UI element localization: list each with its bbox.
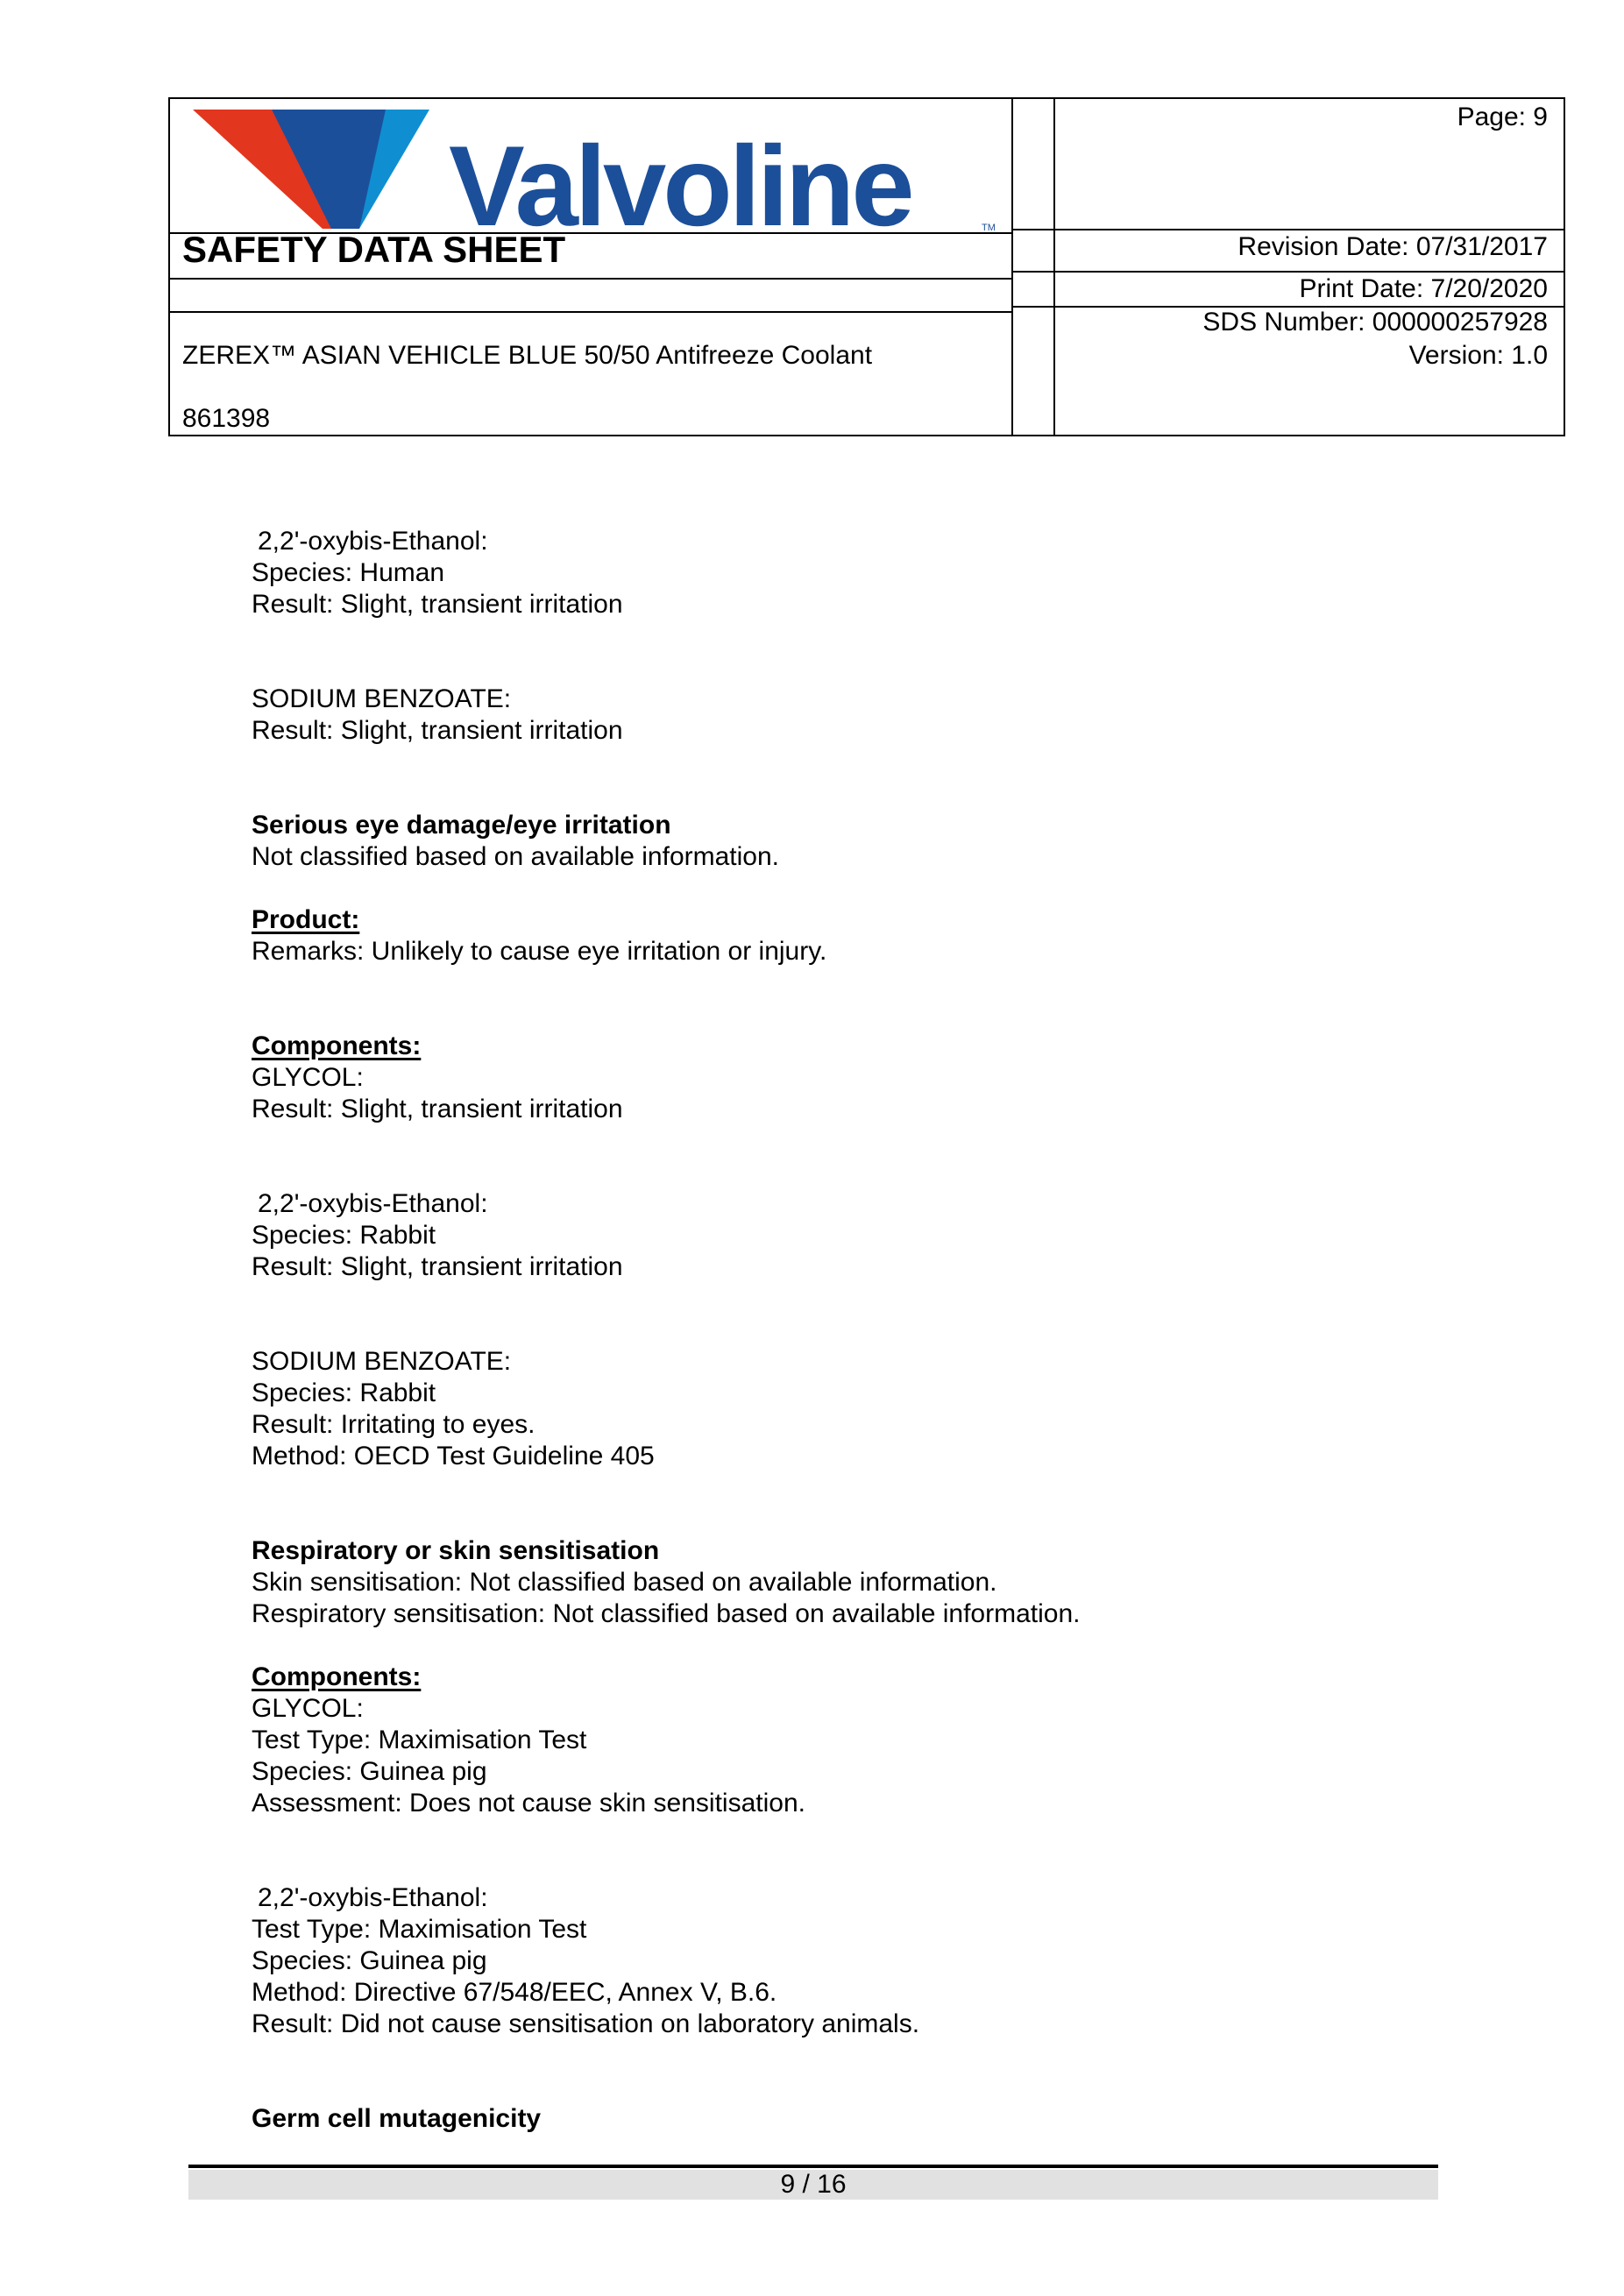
- component-name: 2,2'-oxybis-Ethanol:: [258, 527, 488, 556]
- species-line: Species: Guinea pig: [252, 1757, 487, 1786]
- classification-text: Not classified based on available information.: [252, 842, 780, 871]
- header-rule: [1011, 271, 1053, 273]
- component-name: SODIUM BENZOATE:: [252, 684, 512, 713]
- revision-date: Revision Date: 07/31/2017: [1238, 232, 1548, 261]
- test-type-line: Test Type: Maximisation Test: [252, 1726, 587, 1754]
- header-divider: [1053, 99, 1055, 435]
- product-name: ZEREX™ ASIAN VEHICLE BLUE 50/50 Antifreeze Coolant: [182, 341, 873, 370]
- product-label: Product:: [252, 905, 360, 934]
- method-line: Method: OECD Test Guideline 405: [252, 1442, 655, 1470]
- species-line: Species: Rabbit: [252, 1378, 436, 1407]
- page-number: Page: 9: [1457, 103, 1548, 131]
- species-line: Species: Rabbit: [252, 1221, 436, 1250]
- version: Version: 1.0: [1408, 341, 1548, 370]
- sds-number: SDS Number: 000000257928: [1202, 308, 1548, 337]
- product-code: 861398: [182, 404, 271, 433]
- remarks-line: Remarks: Unlikely to cause eye irritation or injury.: [252, 937, 827, 966]
- print-date: Print Date: 7/20/2020: [1299, 274, 1548, 303]
- components-label: Components:: [252, 1662, 422, 1691]
- header-rule: [1011, 306, 1053, 308]
- header-rule: [1053, 229, 1564, 230]
- result-line: Result: Slight, transient irritation: [252, 590, 623, 619]
- respiratory-sensitisation-line: Respiratory sensitisation: Not classified based on available information.: [252, 1599, 1081, 1628]
- method-line: Method: Directive 67/548/EEC, Annex V, B.6.: [252, 1978, 777, 2007]
- component-name: GLYCOL:: [252, 1694, 364, 1723]
- header-rule: [1011, 229, 1053, 230]
- result-line: Result: Did not cause sensitisation on laboratory animals.: [252, 2009, 920, 2038]
- result-line: Result: Irritating to eyes.: [252, 1410, 535, 1439]
- footer-rule: [188, 2165, 1438, 2168]
- result-line: Result: Slight, transient irritation: [252, 716, 623, 745]
- species-line: Species: Human: [252, 558, 445, 587]
- result-line: Result: Slight, transient irritation: [252, 1252, 623, 1281]
- assessment-line: Assessment: Does not cause skin sensitisation.: [252, 1789, 805, 1818]
- skin-sensitisation-line: Skin sensitisation: Not classified based on available information.: [252, 1568, 997, 1597]
- header-rule: [1053, 271, 1564, 273]
- section-heading-sensitisation: Respiratory or skin sensitisation: [252, 1536, 660, 1565]
- sds-header: [168, 97, 1565, 436]
- component-name: 2,2'-oxybis-Ethanol:: [258, 1883, 488, 1912]
- component-name: SODIUM BENZOATE:: [252, 1347, 512, 1376]
- document-body: [252, 526, 1522, 2135]
- species-line: Species: Guinea pig: [252, 1946, 487, 1975]
- component-name: GLYCOL:: [252, 1063, 364, 1092]
- test-type-line: Test Type: Maximisation Test: [252, 1915, 587, 1944]
- valvoline-logo: [193, 103, 1008, 330]
- component-name: 2,2'-oxybis-Ethanol:: [258, 1189, 488, 1218]
- section-heading-eye-irritation: Serious eye damage/eye irritation: [252, 811, 671, 840]
- components-label: Components:: [252, 1031, 422, 1060]
- logo-wordmark: Valvoline: [449, 122, 911, 250]
- footer-page-counter: 9 / 16: [188, 2170, 1438, 2200]
- header-divider: [1011, 99, 1013, 435]
- result-line: Result: Slight, transient irritation: [252, 1095, 623, 1123]
- section-heading-germ-cell: Germ cell mutagenicity: [252, 2104, 542, 2133]
- logo-trademark: TM: [982, 223, 996, 233]
- sheet-title: SAFETY DATA SHEET: [182, 229, 566, 270]
